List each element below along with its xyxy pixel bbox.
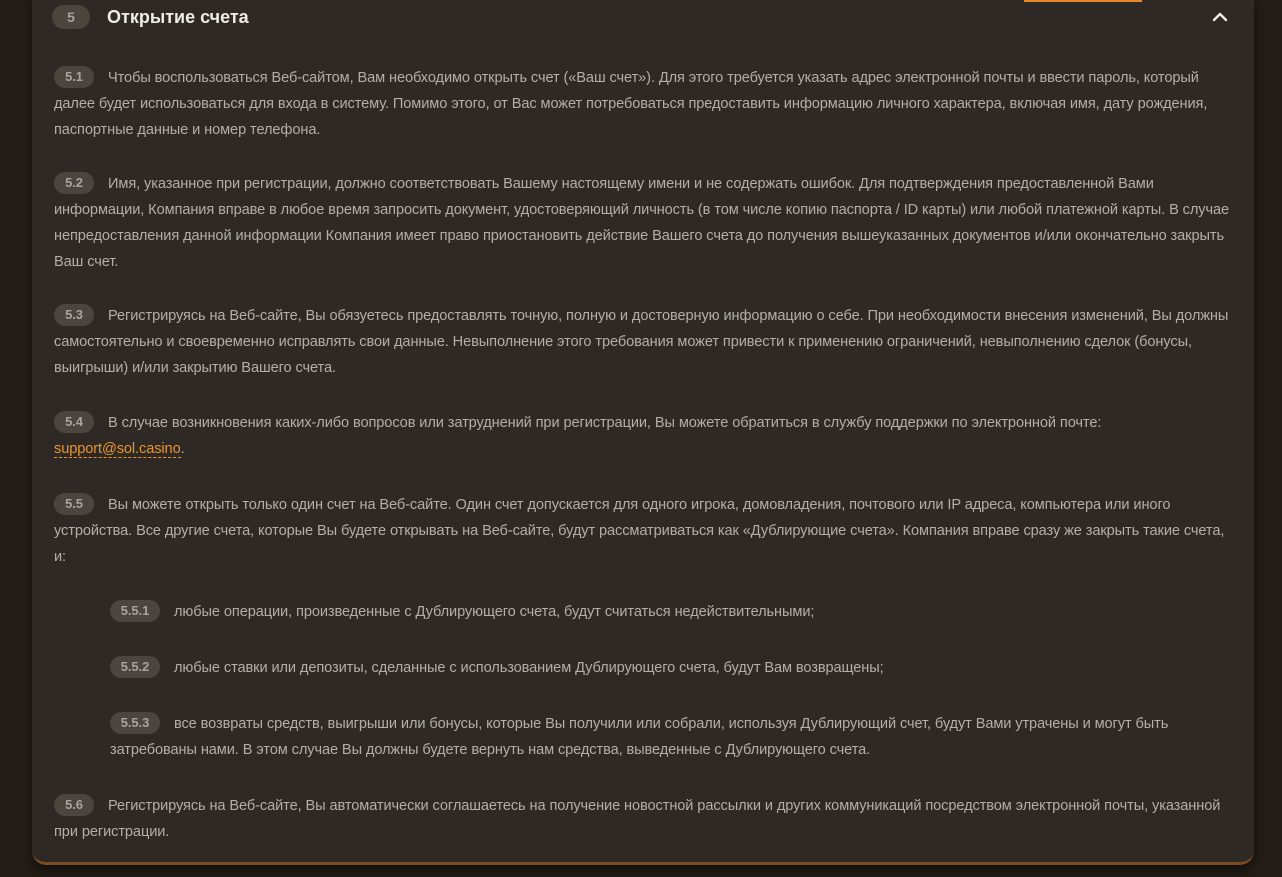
clause-5-5 [54,492,1234,570]
clause-number-badge: 5.5.1 [110,600,160,622]
clause-text: Регистрируясь на Веб-сайте, Вы обязуетесь предоставлять точную, полную и достоверную информацию о себе. При необходимости внесения изменений, Вы должны самостоятельно и своевременно исправлять свои данные. Невыполнение этого требования может привести к применению ограничений, невыполнению сделок (бонусы, выигрыши) и/или закрытию Вашего счета. [54,308,1229,376]
clause-5-5-2 [110,655,1234,681]
section-header[interactable] [52,4,1242,32]
clause-text: Вы можете открыть только один счет на Веб-сайте. Один счет допускается для одного игрока, домовладения, почтового или IP адреса, компьютера или иного устройства. Все другие счета, которые Вы будете открывать на Веб-сайте, будут рассматриваться как «Дублирующие счета». Компания вправе сразу же закрыть такие счета, и: [54,497,1225,565]
clause-number-badge: 5.4 [54,411,94,433]
clause-text: любые ставки или депозиты, сделанные с использованием Дублирующего счета, будут Вам возвращены; [174,660,884,676]
clause-text: В случае возникновения каких-либо вопросов или затруднений при регистрации, Вы можете обратиться в службу поддержки по электронной почте: [108,415,1102,431]
clause-text: все возвраты средств, выигрыши или бонусы, которые Вы получили или собрали, используя Дублирующий счет, будут Вами утрачены и могут быть затребованы нами. В этом случае Вы должны будете вернуть нам средства, выведенные с Дублирующего счета. [110,716,1169,758]
clause-number-badge: 5.2 [54,172,94,194]
active-tab-indicator [1024,0,1142,2]
clause-number-badge: 5.5.2 [110,656,160,678]
clause-text: Имя, указанное при регистрации, должно соответствовать Вашему настоящему имени и не содержать ошибок. Для подтверждения предоставленной Вами информации, Компания вправе в любое время запросить документ, удостоверяющий личность (в том числе копию паспорта / ID карты) или любой платежной карты. В случае непредоставления данной информации Компания имеет право приостановить действие Вашего счета до получения вышеуказанных документов и/или окончательно закрыть Ваш счет. [54,176,1230,270]
section-title: Открытие счета [107,7,249,27]
clause-number-badge: 5.5.3 [110,712,160,734]
section-number-badge: 5 [52,5,90,29]
clause-number-badge: 5.6 [54,794,94,816]
clause-5-1 [54,65,1234,143]
clause-5-3 [54,303,1234,381]
clause-text: любые операции, произведенные с Дублирующего счета, будут считаться недействительными; [174,604,815,620]
clause-5-5-3 [110,711,1234,763]
clause-text-end: . [180,441,185,457]
support-email-link[interactable]: support@sol.casino [54,441,181,457]
clause-5-2 [54,171,1234,275]
clause-number-badge: 5.5 [54,493,94,515]
clause-5-5-1 [110,599,1234,625]
clause-text: Регистрируясь на Веб-сайте, Вы автоматически соглашаетесь на получение новостной рассылки и других коммуникаций посредством электронной почты, указанной при регистрации. [54,798,1221,840]
chevron-up-icon[interactable] [1210,7,1230,27]
clause-number-badge: 5.3 [54,304,94,326]
clause-number-badge: 5.1 [54,66,94,88]
clause-text: Чтобы воспользоваться Веб-сайтом, Вам необходимо открыть счет («Ваш счет»). Для этого требуется указать адрес электронной почты и ввести пароль, который далее будет использоваться для входа в систему. Помимо этого, от Вас может потребоваться предоставить информацию личного характера, включая имя, дату рождения, паспортные данные и номер телефона. [54,70,1208,138]
clause-5-4 [54,410,1234,462]
clause-5-6 [54,793,1234,845]
